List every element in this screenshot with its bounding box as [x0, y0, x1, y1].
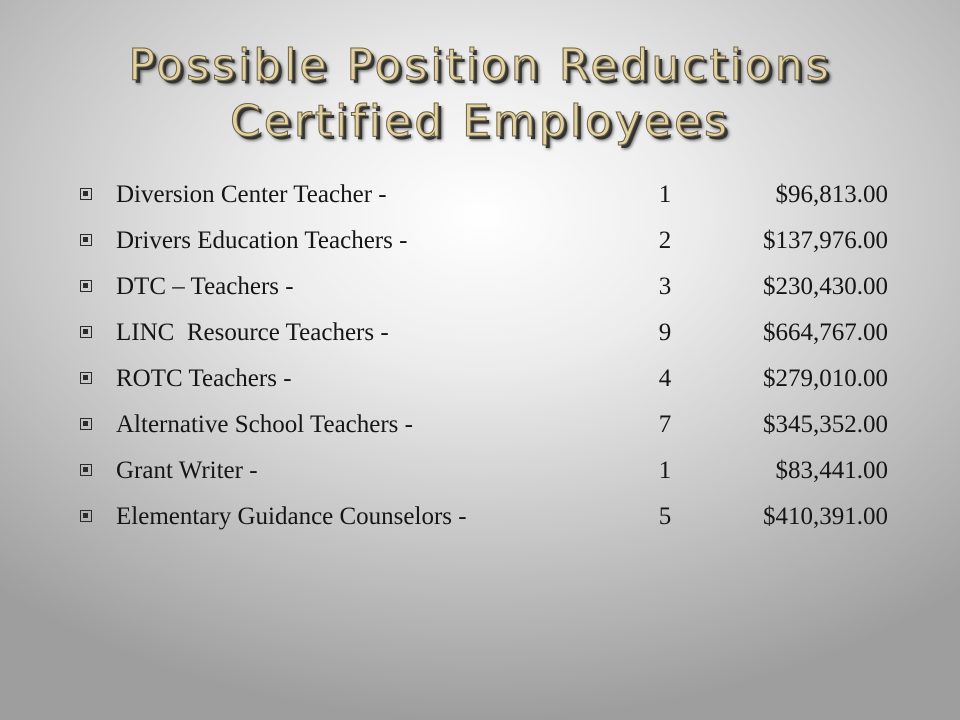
square-bullet-icon: [80, 326, 92, 338]
position-amount: $137,976.00: [763, 227, 888, 254]
square-bullet-icon: [80, 418, 92, 430]
list-item: [0, 264, 960, 310]
slide-title-line-1: Possible Position Reductions: [128, 40, 832, 91]
square-bullet-icon: [80, 234, 92, 246]
position-label: LINC Resource Teachers -: [116, 319, 389, 346]
list-item: [0, 218, 960, 264]
square-bullet-icon: [80, 188, 92, 200]
position-amount: $96,813.00: [775, 181, 888, 208]
square-bullet-icon: [80, 464, 92, 476]
position-amount: $345,352.00: [763, 411, 888, 438]
list-item: [0, 494, 960, 540]
position-count: 9: [658, 319, 672, 346]
position-count: 2: [658, 227, 672, 254]
slide-title-line-2: Certified Employees: [230, 96, 730, 147]
square-bullet-icon: [80, 372, 92, 384]
position-amount: $410,391.00: [763, 503, 888, 530]
position-count: 7: [658, 411, 672, 438]
position-amount: $664,767.00: [763, 319, 888, 346]
position-label: Alternative School Teachers -: [116, 411, 413, 438]
list-item: [0, 402, 960, 448]
square-bullet-icon: [80, 510, 92, 522]
position-amount: $279,010.00: [763, 365, 888, 392]
position-label: DTC – Teachers -: [116, 273, 294, 300]
position-label: ROTC Teachers -: [116, 365, 292, 392]
position-list: [0, 172, 960, 540]
position-count: 1: [658, 457, 672, 484]
position-label: Grant Writer -: [116, 457, 258, 484]
list-item: [0, 448, 960, 494]
position-count: 1: [658, 181, 672, 208]
position-count: 5: [658, 503, 672, 530]
position-label: Diversion Center Teacher -: [116, 181, 387, 208]
position-label: Drivers Education Teachers -: [116, 227, 408, 254]
list-item: [0, 310, 960, 356]
list-item: [0, 172, 960, 218]
list-item: [0, 356, 960, 402]
position-amount: $230,430.00: [763, 273, 888, 300]
position-count: 3: [658, 273, 672, 300]
position-label: Elementary Guidance Counselors -: [116, 503, 467, 530]
position-count: 4: [658, 365, 672, 392]
position-amount: $83,441.00: [775, 457, 888, 484]
square-bullet-icon: [80, 280, 92, 292]
slide-title: [0, 38, 960, 150]
